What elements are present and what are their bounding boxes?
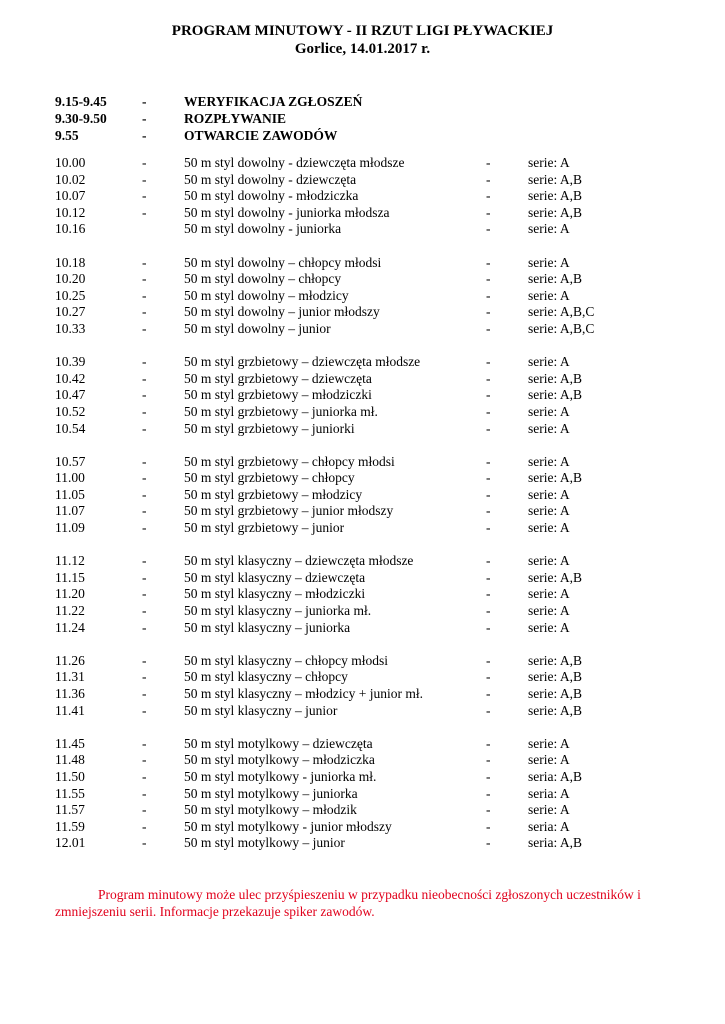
- event-series: serie: A,B: [528, 686, 582, 701]
- event-series: serie: A,B: [528, 204, 582, 220]
- event-dash: -: [142, 403, 147, 419]
- event-name: 50 m styl klasyczny – dziewczęta: [184, 569, 366, 585]
- series-dash: -: [486, 503, 491, 519]
- series-dash: -: [486, 254, 491, 270]
- event-time: 11.07: [55, 503, 85, 519]
- series-dash: -: [486, 354, 491, 370]
- event-dash: -: [142, 470, 147, 486]
- event-row: [55, 769, 675, 786]
- opening-label: WERYFIKACJA ZGŁOSZEŃ: [184, 94, 363, 109]
- series-dash: -: [486, 785, 491, 801]
- series-dash: -: [486, 603, 491, 619]
- event-time: 10.42: [55, 370, 86, 386]
- event-name: 50 m styl grzbietowy – junior: [184, 520, 345, 536]
- event-time: 11.22: [55, 603, 85, 619]
- event-time: 11.15: [55, 569, 85, 585]
- event-dash: -: [142, 453, 147, 469]
- event-series: serie: A,B: [528, 188, 582, 204]
- event-time: 10.57: [55, 453, 86, 469]
- event-name: 50 m styl grzbietowy – chłopcy: [184, 470, 355, 486]
- event-name: 50 m styl grzbietowy – młodzicy: [184, 486, 363, 502]
- event-name: 50 m styl motylkowy – dziewczęta: [184, 735, 373, 751]
- event-series: serie: A: [528, 354, 570, 370]
- event-dash: -: [142, 569, 147, 585]
- event-group: [55, 155, 675, 238]
- event-dash: -: [142, 171, 147, 187]
- event-series: serie: A,B: [528, 669, 582, 685]
- event-dash: -: [142, 520, 147, 536]
- event-schedule: [55, 155, 675, 869]
- series-dash: -: [486, 835, 491, 851]
- event-series: serie: A: [528, 453, 570, 469]
- event-name: 50 m styl motylkowy – juniorka: [184, 785, 358, 801]
- event-group: [55, 553, 675, 636]
- event-dash: -: [142, 271, 147, 287]
- event-name: 50 m styl grzbietowy – chłopcy młodsi: [184, 453, 395, 469]
- schedule-note: Program minutowy może ulec przyśpieszeniu w przypadku nieobecności zgłoszonych uczestników i zmniejszeniu serii. Informacje przekazuje spiker zawodów.: [55, 887, 641, 919]
- series-dash: -: [486, 403, 491, 419]
- event-name: 50 m styl dowolny - młodziczka: [184, 188, 359, 204]
- event-series: serie: A,B: [528, 569, 582, 585]
- event-row: [55, 255, 675, 272]
- series-dash: -: [486, 370, 491, 386]
- event-series: serie: A,B: [528, 370, 582, 386]
- opening-label: OTWARCIE ZAWODÓW: [184, 128, 338, 143]
- event-series: serie: A: [528, 486, 570, 502]
- event-dash: -: [142, 619, 147, 635]
- event-group: [55, 255, 675, 338]
- event-dash: -: [142, 702, 147, 718]
- opening-label: ROZPŁYWANIE: [184, 111, 287, 126]
- opening-dash: -: [142, 94, 147, 109]
- event-series: serie: A: [528, 619, 570, 635]
- event-row: [55, 503, 675, 520]
- event-group: [55, 454, 675, 537]
- series-dash: -: [486, 171, 491, 187]
- event-time: 10.47: [55, 387, 86, 403]
- event-dash: -: [142, 768, 147, 784]
- series-dash: -: [486, 702, 491, 718]
- event-name: 50 m styl klasyczny – juniorka mł.: [184, 603, 372, 619]
- event-dash: -: [142, 553, 147, 569]
- event-row: [55, 553, 675, 570]
- event-group: [55, 354, 675, 437]
- event-series: serie: A: [528, 802, 570, 818]
- opening-dash: -: [142, 128, 147, 143]
- event-name: 50 m styl klasyczny – dziewczęta młodsze: [184, 553, 414, 569]
- event-name: 50 m styl grzbietowy – młodziczki: [184, 387, 372, 403]
- opening-row: [55, 110, 675, 127]
- event-time: 10.39: [55, 354, 86, 370]
- event-row: [55, 421, 675, 438]
- opening-row: [55, 127, 675, 144]
- event-dash: -: [142, 320, 147, 336]
- series-dash: -: [486, 520, 491, 536]
- event-series: serie: A: [528, 752, 570, 768]
- event-time: 11.09: [55, 520, 85, 536]
- event-series: seria: A,B: [528, 835, 582, 851]
- event-row: [55, 586, 675, 603]
- series-dash: -: [486, 320, 491, 336]
- event-row: [55, 387, 675, 404]
- event-row: [55, 404, 675, 421]
- series-dash: -: [486, 802, 491, 818]
- event-row: [55, 304, 675, 321]
- event-group: [55, 653, 675, 719]
- event-time: 11.48: [55, 752, 85, 768]
- series-dash: -: [486, 155, 491, 170]
- event-time: 11.41: [55, 702, 85, 718]
- event-dash: -: [142, 735, 147, 751]
- series-dash: -: [486, 420, 491, 436]
- event-row: [55, 172, 675, 189]
- event-series: serie: A,B: [528, 387, 582, 403]
- event-time: 11.59: [55, 818, 85, 834]
- opening-time: 9.15-9.45: [55, 94, 107, 109]
- event-row: [55, 520, 675, 537]
- event-row: [55, 835, 675, 852]
- event-row: [55, 703, 675, 720]
- event-time: 11.36: [55, 686, 85, 701]
- event-time: 10.00: [55, 155, 86, 170]
- event-series: serie: A,B: [528, 171, 582, 187]
- page-title: PROGRAM MINUTOWY - II RZUT LIGI PŁYWACKIEJ: [171, 23, 554, 39]
- event-group: [55, 736, 675, 852]
- event-name: 50 m styl dowolny – chłopcy młodsi: [184, 254, 382, 270]
- event-time: 11.00: [55, 470, 85, 486]
- event-row: [55, 205, 675, 222]
- event-name: 50 m styl klasyczny – junior: [184, 702, 338, 718]
- series-dash: -: [486, 768, 491, 784]
- event-time: 10.18: [55, 254, 86, 270]
- event-row: [55, 736, 675, 753]
- event-time: 10.54: [55, 420, 86, 436]
- opening-time: 9.55: [55, 128, 79, 143]
- event-name: 50 m styl klasyczny – młodziczki: [184, 586, 366, 602]
- event-dash: -: [142, 287, 147, 303]
- page-subtitle: Gorlice, 14.01.2017 r.: [294, 41, 431, 57]
- series-dash: -: [486, 387, 491, 403]
- event-dash: -: [142, 354, 147, 370]
- event-row: [55, 188, 675, 205]
- series-dash: -: [486, 818, 491, 834]
- event-name: 50 m styl grzbietowy – dziewczęta: [184, 370, 372, 386]
- event-time: 10.33: [55, 320, 86, 336]
- event-row: [55, 686, 675, 703]
- event-dash: -: [142, 785, 147, 801]
- event-time: 11.26: [55, 652, 85, 668]
- series-dash: -: [486, 586, 491, 602]
- event-name: 50 m styl grzbietowy – juniorki: [184, 420, 355, 436]
- event-name: 50 m styl dowolny - dziewczęta młodsze: [184, 155, 405, 170]
- event-name: 50 m styl klasyczny – młodzicy + junior mł.: [184, 686, 423, 701]
- event-time: 11.12: [55, 553, 85, 569]
- event-dash: -: [142, 586, 147, 602]
- event-dash: -: [142, 669, 147, 685]
- event-series: serie: A,B: [528, 652, 582, 668]
- series-dash: -: [486, 453, 491, 469]
- series-dash: -: [486, 304, 491, 320]
- event-row: [55, 570, 675, 587]
- event-series: serie: A,B: [528, 702, 582, 718]
- event-series: serie: A: [528, 287, 570, 303]
- event-name: 50 m styl motylkowy - juniorka mł.: [184, 768, 377, 784]
- event-name: 50 m styl klasyczny – chłopcy młodsi: [184, 652, 388, 668]
- series-dash: -: [486, 652, 491, 668]
- event-time: 10.27: [55, 304, 86, 320]
- event-name: 50 m styl grzbietowy – junior młodszy: [184, 503, 394, 519]
- event-name: 50 m styl motylkowy - junior młodszy: [184, 818, 392, 834]
- event-dash: -: [142, 503, 147, 519]
- event-dash: -: [142, 603, 147, 619]
- event-row: [55, 802, 675, 819]
- series-dash: -: [486, 221, 491, 237]
- event-time: 10.25: [55, 287, 86, 303]
- series-dash: -: [486, 569, 491, 585]
- event-row: [55, 603, 675, 620]
- event-row: [55, 752, 675, 769]
- event-row: [55, 487, 675, 504]
- event-series: serie: A: [528, 520, 570, 536]
- event-time: 11.20: [55, 586, 85, 602]
- event-series: serie: A: [528, 155, 570, 170]
- event-time: 10.02: [55, 171, 86, 187]
- event-time: 10.07: [55, 188, 86, 204]
- event-time: 12.01: [55, 835, 86, 851]
- series-dash: -: [486, 271, 491, 287]
- event-series: serie: A,B,C: [528, 304, 595, 320]
- event-name: 50 m styl motylkowy – młodziczka: [184, 752, 375, 768]
- event-series: seria: A: [528, 818, 570, 834]
- series-dash: -: [486, 287, 491, 303]
- event-row: [55, 454, 675, 471]
- event-name: 50 m styl dowolny - juniorka: [184, 221, 342, 237]
- series-dash: -: [486, 735, 491, 751]
- event-series: serie: A: [528, 221, 570, 237]
- series-dash: -: [486, 188, 491, 204]
- event-dash: -: [142, 686, 147, 701]
- event-row: [55, 371, 675, 388]
- opening-row: [55, 93, 675, 110]
- event-row: [55, 321, 675, 338]
- series-dash: -: [486, 204, 491, 220]
- event-name: 50 m styl dowolny – junior młodszy: [184, 304, 380, 320]
- event-name: 50 m styl dowolny – junior: [184, 320, 331, 336]
- event-series: serie: A: [528, 603, 570, 619]
- event-series: serie: A: [528, 403, 570, 419]
- event-dash: -: [142, 835, 147, 851]
- event-time: 10.16: [55, 221, 86, 237]
- event-time: 10.52: [55, 403, 86, 419]
- series-dash: -: [486, 752, 491, 768]
- event-time: 10.20: [55, 271, 86, 287]
- series-dash: -: [486, 686, 491, 701]
- event-dash: -: [142, 188, 147, 204]
- event-time: 11.57: [55, 802, 85, 818]
- event-dash: -: [142, 818, 147, 834]
- event-name: 50 m styl motylkowy – junior: [184, 835, 345, 851]
- event-series: serie: A: [528, 254, 570, 270]
- event-dash: -: [142, 387, 147, 403]
- event-name: 50 m styl klasyczny – chłopcy: [184, 669, 348, 685]
- event-name: 50 m styl dowolny - juniorka młodsza: [184, 204, 390, 220]
- event-row: [55, 620, 675, 637]
- event-row: [55, 470, 675, 487]
- series-dash: -: [486, 669, 491, 685]
- event-series: serie: A: [528, 503, 570, 519]
- event-dash: -: [142, 204, 147, 220]
- event-row: [55, 354, 675, 371]
- event-name: 50 m styl dowolny – chłopcy: [184, 271, 342, 287]
- series-dash: -: [486, 470, 491, 486]
- series-dash: -: [486, 553, 491, 569]
- event-name: 50 m styl dowolny – młodzicy: [184, 287, 349, 303]
- event-name: 50 m styl klasyczny – juniorka: [184, 619, 351, 635]
- event-dash: -: [142, 304, 147, 320]
- event-dash: -: [142, 486, 147, 502]
- event-time: 11.50: [55, 768, 85, 784]
- event-series: serie: A,B,C: [528, 320, 595, 336]
- event-time: 11.45: [55, 735, 85, 751]
- event-dash: -: [142, 370, 147, 386]
- event-time: 11.05: [55, 486, 85, 502]
- event-name: 50 m styl grzbietowy – juniorka mł.: [184, 403, 378, 419]
- series-dash: -: [486, 619, 491, 635]
- event-row: [55, 155, 675, 172]
- event-row: [55, 786, 675, 803]
- event-series: serie: A: [528, 586, 570, 602]
- event-dash: -: [142, 420, 147, 436]
- opening-time: 9.30-9.50: [55, 111, 107, 126]
- series-dash: -: [486, 486, 491, 502]
- event-dash: -: [142, 155, 147, 170]
- event-series: serie: A: [528, 420, 570, 436]
- event-row: [55, 669, 675, 686]
- opening-schedule: [55, 93, 675, 144]
- event-time: 11.24: [55, 619, 85, 635]
- event-series: seria: A,B: [528, 768, 582, 784]
- event-series: serie: A,B: [528, 271, 582, 287]
- event-dash: -: [142, 802, 147, 818]
- opening-dash: -: [142, 111, 147, 126]
- event-series: serie: A: [528, 553, 570, 569]
- event-name: 50 m styl dowolny - dziewczęta: [184, 171, 357, 187]
- event-dash: -: [142, 254, 147, 270]
- event-time: 11.55: [55, 785, 85, 801]
- event-name: 50 m styl grzbietowy – dziewczęta młodsze: [184, 354, 421, 370]
- event-series: seria: A: [528, 785, 570, 801]
- event-row: [55, 221, 675, 238]
- event-dash: -: [142, 752, 147, 768]
- event-time: 10.12: [55, 204, 86, 220]
- event-name: 50 m styl motylkowy – młodzik: [184, 802, 357, 818]
- event-row: [55, 271, 675, 288]
- event-row: [55, 288, 675, 305]
- event-series: serie: A: [528, 735, 570, 751]
- event-series: serie: A,B: [528, 470, 582, 486]
- event-row: [55, 819, 675, 836]
- event-time: 11.31: [55, 669, 85, 685]
- event-dash: -: [142, 652, 147, 668]
- event-row: [55, 653, 675, 670]
